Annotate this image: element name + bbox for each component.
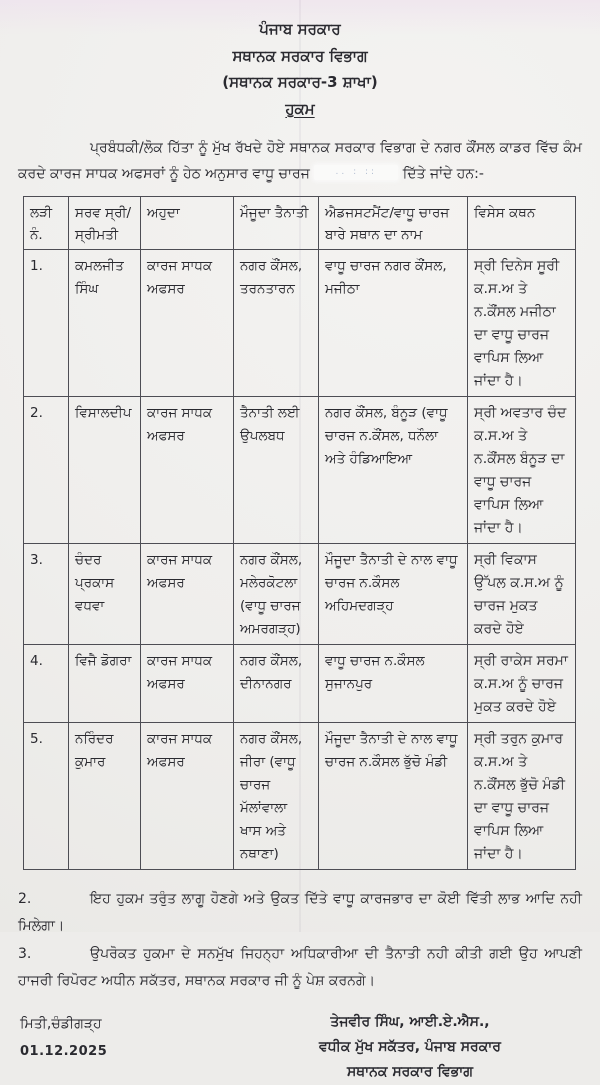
cell-serial-no: 1. [24,250,69,397]
cell-designation: ਕਾਰਜ ਸਾਧਕ ਅਫਸਰ [141,723,234,870]
cell-designation: ਕਾਰਜ ਸਾਧਕ ਅਫਸਰ [141,544,234,645]
cell-officer-name: ਕਮਲਜੀਤ ਸਿੰਘ [69,250,141,397]
department-name: ਸਥਾਨਕ ਸਰਕਾਰ ਵਿਭਾਗ [232,46,368,65]
order-title: ਹੁਕਮ [285,99,315,118]
cell-officer-name: ਵਿਜੈ ਡੋਗਰਾ [69,645,141,723]
branch-name: (ਸਥਾਨਕ ਸਰਕਾਰ-3 ਸ਼ਾਖਾ) [222,73,378,91]
signature-block [260,1010,560,1085]
cell-special-remarks: ਸ੍ਰੀ ਦਿਨੇਸ ਸੂਰੀ ਕ.ਸ.ਅ ਤੇ ਨ.ਕੌਂਸਲ ਮਜੀਠਾ ਦਾ ਵਾਧੂ ਚਾਰਜ ਵਾਪਿਸ ਲਿਆ ਜਾਂਦਾ ਹੈ। [468,250,576,397]
cell-adjustment-charge: ਵਾਧੂ ਚਾਰਜ ਨ.ਕੌਸਲ ਸੁਜਾਨਪੁਰ [319,645,468,723]
cell-serial-no: 4. [24,645,69,723]
whiteout-correction-patch: .. : :: [314,165,398,180]
cell-designation: ਕਾਰਜ ਸਾਧਕ ਅਫਸਰ [141,397,234,544]
intro-text-after-blank: ਦਿੱਤੇ ਜਾਂਦੇ ਹਨ:- [402,166,484,182]
cell-serial-no: 5. [24,723,69,870]
header-special-remarks: ਵਿਸੇਸ ਕਥਨ [468,197,576,250]
cell-adjustment-charge: ਵਾਧੂ ਚਾਰਜ ਨਗਰ ਕੌਂਸਲ, ਮਜੀਠਾ [319,250,468,397]
clause-2-text: ਇਹ ਹੁਕਮ ਤਰੁੰਤ ਲਾਗੂ ਹੋਣਗੇ ਅਤੇ ਉਕਤ ਦਿੱਤੇ ਵਾਧੂ ਕਾਰਜਭਾਰ ਦਾ ਕੋਈ ਵਿੱਤੀ ਲਾਭ ਆਦਿ ਨਹੀ ਮਿਲੇਗਾ। [18,891,582,934]
footer-date: 01.12.2025 [20,1044,108,1059]
cell-officer-name: ਚੰਦਰ ਪ੍ਰਕਾਸ ਵਧਵਾ [69,544,141,645]
cell-serial-no: 2. [24,397,69,544]
cell-current-posting: ਨਗਰ ਕੌਂਸਲ, ਦੀਨਾਨਗਰ [234,645,319,723]
cell-officer-name: ਵਿਸਾਲਦੀਪ [69,397,141,544]
clause-3-text: ਉਪਰੋਕਤ ਹੁਕਮਾ ਦੇ ਸਨਮੁੱਖ ਜਿਹਨ੍ਹਾ ਅਧਿਕਾਰੀਆ ਦੀ ਤੈਨਾਤੀ ਨਹੀ ਕੀਤੀ ਗਈ ਉਹ ਆਪਣੀ ਹਾਜਰੀ ਰਿਪੋਰਟ ਅਧੀਨ ਸਕੱਤਰ, ਸਥਾਨਕ ਸਰਕਾਰ ਜੀ ਨੂੰ ਪੇਸ਼ ਕਰਨਗੇ। [18,946,582,989]
clause-3-number: 3. [18,946,32,962]
cell-special-remarks: ਸ੍ਰੀ ਤਰੁਨ ਕੁਮਾਰ ਕ.ਸ.ਅ ਤੇ ਨ.ਕੌਂਸਲ ਭੁੱਚੋ ਮੰਡੀ ਦਾ ਵਾਧੂ ਚਾਰਜ ਵਾਪਿਸ ਲਿਆ ਜਾਂਦਾ ਹੈ। [468,723,576,870]
intro-text-before-blank: ਪ੍ਰਬੰਧਕੀ/ਲੋਕ ਹਿੱਤਾ ਨੂੰ ਮੁੱਖ ਰੱਖਦੇ ਹੋਏ ਸਥਾਨਕ ਸਰਕਾਰ ਵਿਭਾਗ ਦੇ ਨਗਰ ਕੌਂਸਲ ਕਾਡਰ ਵਿੱਚ ਕੰਮ ਕਰਦੇ ਕਾਰਜ ਸਾਧਕ ਅਫਸਰਾਂ ਨੂੰ ਹੇਠ ਅਨੁਸਾਰ ਵਾਧੂ ਚਾਰਜ [18,140,582,182]
cell-special-remarks: ਸ੍ਰੀ ਅਵਤਾਰ ਚੰਦ ਕ.ਸ.ਅ ਤੇ ਨ.ਕੌਂਸਲ ਬੰਨੂੜ ਦਾ ਵਾਧੂ ਚਾਰਜ ਵਾਪਿਸ ਲਿਆ ਜਾਂਦਾ ਹੈ। [468,397,576,544]
header-designation: ਅਹੁਦਾ [141,197,234,250]
signatory-designation: ਵਧੀਕ ਮੁੱਖ ਸਕੱਤਰ, ਪੰਜਾਬ ਸਰਕਾਰ [319,1039,501,1055]
cell-current-posting: ਤੈਨਾਤੀ ਲਈ ਉਪਲਬਧ [234,397,319,544]
cell-current-posting: ਨਗਰ ਕੌਂਸਲ, ਮਲੇਰਕੋਟਲਾ (ਵਾਧੂ ਚਾਰਜ ਅਮਰਗੜ੍ਹ) [234,544,319,645]
header-serial-no: ਲੜੀ ਨੰ. [24,197,69,250]
cell-designation: ਕਾਰਜ ਸਾਧਕ ਅਫਸਰ [141,645,234,723]
government-name: ਪੰਜਾਬ ਸਰਕਾਰ [259,20,341,38]
scan-fold-line [299,0,301,932]
footer-date-block [18,1010,107,1085]
cell-adjustment-charge: ਮੌਜੂਦਾ ਤੈਨਾਤੀ ਦੇ ਨਾਲ ਵਾਧੂ ਚਾਰਜ ਨ.ਕੌਸਲ ਭੁੱਚੋ ਮੰਡੀ [319,723,468,870]
clause-3 [18,941,582,995]
header-officer-name: ਸਰਵ ਸ੍ਰੀ/ਸ੍ਰੀਮਤੀ [69,197,141,250]
cell-special-remarks: ਸ੍ਰੀ ਵਿਕਾਸ ਉੱਪਲ ਕ.ਸ.ਅ ਨੂੰ ਚਾਰਜ ਮੁਕਤ ਕਰਦੇ ਹੋਏ [468,544,576,645]
header-current-posting: ਮੌਜੂਦਾ ਤੈਨਾਤੀ [234,197,319,250]
signatory-department: ਸਥਾਨਕ ਸਰਕਾਰ ਵਿਭਾਗ [346,1064,474,1080]
cell-adjustment-charge: ਮੌਜੂਦਾ ਤੈਨਾਤੀ ਦੇ ਨਾਲ ਵਾਧੂ ਚਾਰਜ ਨ.ਕੌਸਲ ਅਹਿਮਦਗੜ੍ਹ [319,544,468,645]
header-adjustment-charge: ਐਡਜਸਟਮੈਂਟ/ਵਾਧੂ ਚਾਰਜ ਬਾਰੇ ਸਥਾਨ ਦਾ ਨਾਮ [319,197,468,250]
cell-officer-name: ਨਰਿੰਦਰ ਕੁਮਾਰ [69,723,141,870]
cell-current-posting: ਨਗਰ ਕੌਂਸਲ, ਜੀਰਾ (ਵਾਧੂ ਚਾਰਜ ਮੱਲਾਂਵਾਲਾ ਖਾਸ ਅਤੇ ਨਥਾਣਾ) [234,723,319,870]
clause-2-number: 2. [18,891,32,907]
document-footer [18,1010,582,1085]
cell-special-remarks: ਸ੍ਰੀ ਰਾਕੇਸ ਸਰਮਾ ਕ.ਸ.ਅ ਨੂੰ ਚਾਰਜ ਮੁਕਤ ਕਰਦੇ ਹੋਏ [468,645,576,723]
cell-serial-no: 3. [24,544,69,645]
signatory-name: ਤੇਜਵੀਰ ਸਿੰਘ, ਆਈ.ਏ.ਐਸ., [330,1014,490,1030]
cell-designation: ਕਾਰਜ ਸਾਧਕ ਅਫਸਰ [141,250,234,397]
footer-place: ਮਿਤੀ,ਚੰਡੀਗੜ੍ਹ [20,1016,102,1032]
cell-adjustment-charge: ਨਗਰ ਕੌਂਸਲ, ਬੰਨੂੜ (ਵਾਧੂ ਚਾਰਜ ਨ.ਕੌਂਸਲ, ਧਨੌਲਾ ਅਤੇ ਹੰਡਿਆਇਆ [319,397,468,544]
cell-current-posting: ਨਗਰ ਕੌਂਸਲ, ਤਰਨਤਾਰਨ [234,250,319,397]
